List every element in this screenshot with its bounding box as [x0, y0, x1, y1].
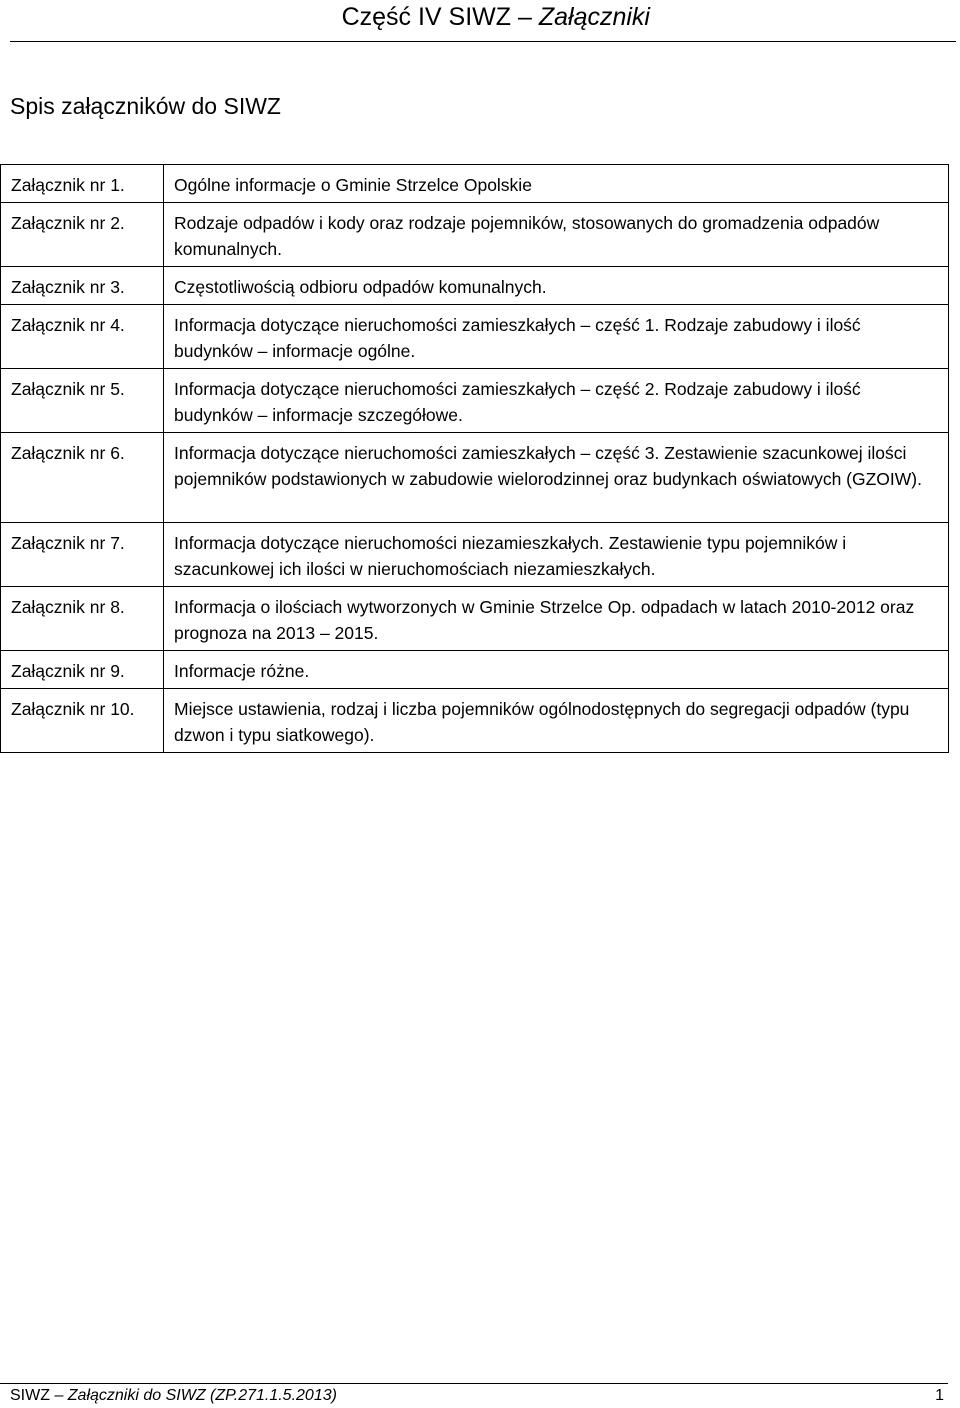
attachment-description: Informacja dotyczące nieruchomości zamieszkałych – część 1. Rodzaje zabudowy i ilość budynków – informacje ogólne.	[164, 305, 949, 369]
attachments-table	[0, 164, 949, 753]
attachments-table-body	[1, 165, 949, 753]
table-row	[1, 165, 949, 203]
attachment-label: Załącznik nr 4.	[1, 305, 164, 369]
table-row	[1, 651, 949, 689]
attachment-label: Załącznik nr 1.	[1, 165, 164, 203]
footer-reference	[10, 1386, 337, 1406]
attachment-description: Miejsce ustawienia, rodzaj i liczba pojemników ogólnodostępnych do segregacji odpadów (typu dzwon i typu siatkowego).	[164, 689, 949, 753]
attachment-label: Załącznik nr 7.	[1, 523, 164, 587]
attachment-description: Informacja dotyczące nieruchomości zamieszkałych – część 2. Rodzaje zabudowy i ilość budynków – informacje szczegółowe.	[164, 369, 949, 433]
attachment-description: Informacje różne.	[164, 651, 949, 689]
document-title	[342, 2, 650, 32]
table-row	[1, 305, 949, 369]
document-title-plain: Część IV SIWZ –	[341, 3, 539, 31]
attachment-label: Załącznik nr 10.	[1, 689, 164, 753]
attachment-description: Częstotliwością odbioru odpadów komunalnych.	[164, 267, 949, 305]
table-row	[1, 433, 949, 523]
attachment-description: Ogólne informacje o Gminie Strzelce Opolskie	[164, 165, 949, 203]
document-title-italic: Załączniki	[538, 3, 650, 31]
table-row	[1, 267, 949, 305]
footer-reference-plain: SIWZ –	[10, 1387, 68, 1404]
table-row	[1, 587, 949, 651]
header-divider	[10, 41, 956, 42]
attachment-label: Załącznik nr 5.	[1, 369, 164, 433]
attachment-label: Załącznik nr 8.	[1, 587, 164, 651]
attachment-description: Informacja o ilościach wytworzonych w Gminie Strzelce Op. odpadach w latach 2010-2012 oraz prognoza na 2013 – 2015.	[164, 587, 949, 651]
footer-divider	[0, 1383, 948, 1384]
attachment-description: Informacja dotyczące nieruchomości niezamieszkałych. Zestawienie typu pojemników i szacunkowej ich ilości w nieruchomościach niezamieszkałych.	[164, 523, 949, 587]
table-row	[1, 689, 949, 753]
attachment-label: Załącznik nr 6.	[1, 433, 164, 523]
table-row	[1, 369, 949, 433]
attachment-label: Załącznik nr 3.	[1, 267, 164, 305]
page-number: 1	[935, 1387, 944, 1404]
attachment-label: Załącznik nr 2.	[1, 203, 164, 267]
section-heading: Spis załączników do SIWZ	[10, 93, 281, 119]
attachment-description: Informacja dotyczące nieruchomości zamieszkałych – część 3. Zestawienie szacunkowej ilości pojemników podstawionych w zabudowie wielorodzinnej oraz budynkach oświatowych (GZOIW).	[164, 433, 949, 523]
attachment-description: Rodzaje odpadów i kody oraz rodzaje pojemników, stosowanych do gromadzenia odpadów komunalnych.	[164, 203, 949, 267]
attachment-label: Załącznik nr 9.	[1, 651, 164, 689]
footer-reference-italic: Załączniki do SIWZ (ZP.271.1.5.2013)	[67, 1387, 337, 1404]
table-row	[1, 203, 949, 267]
table-row	[1, 523, 949, 587]
